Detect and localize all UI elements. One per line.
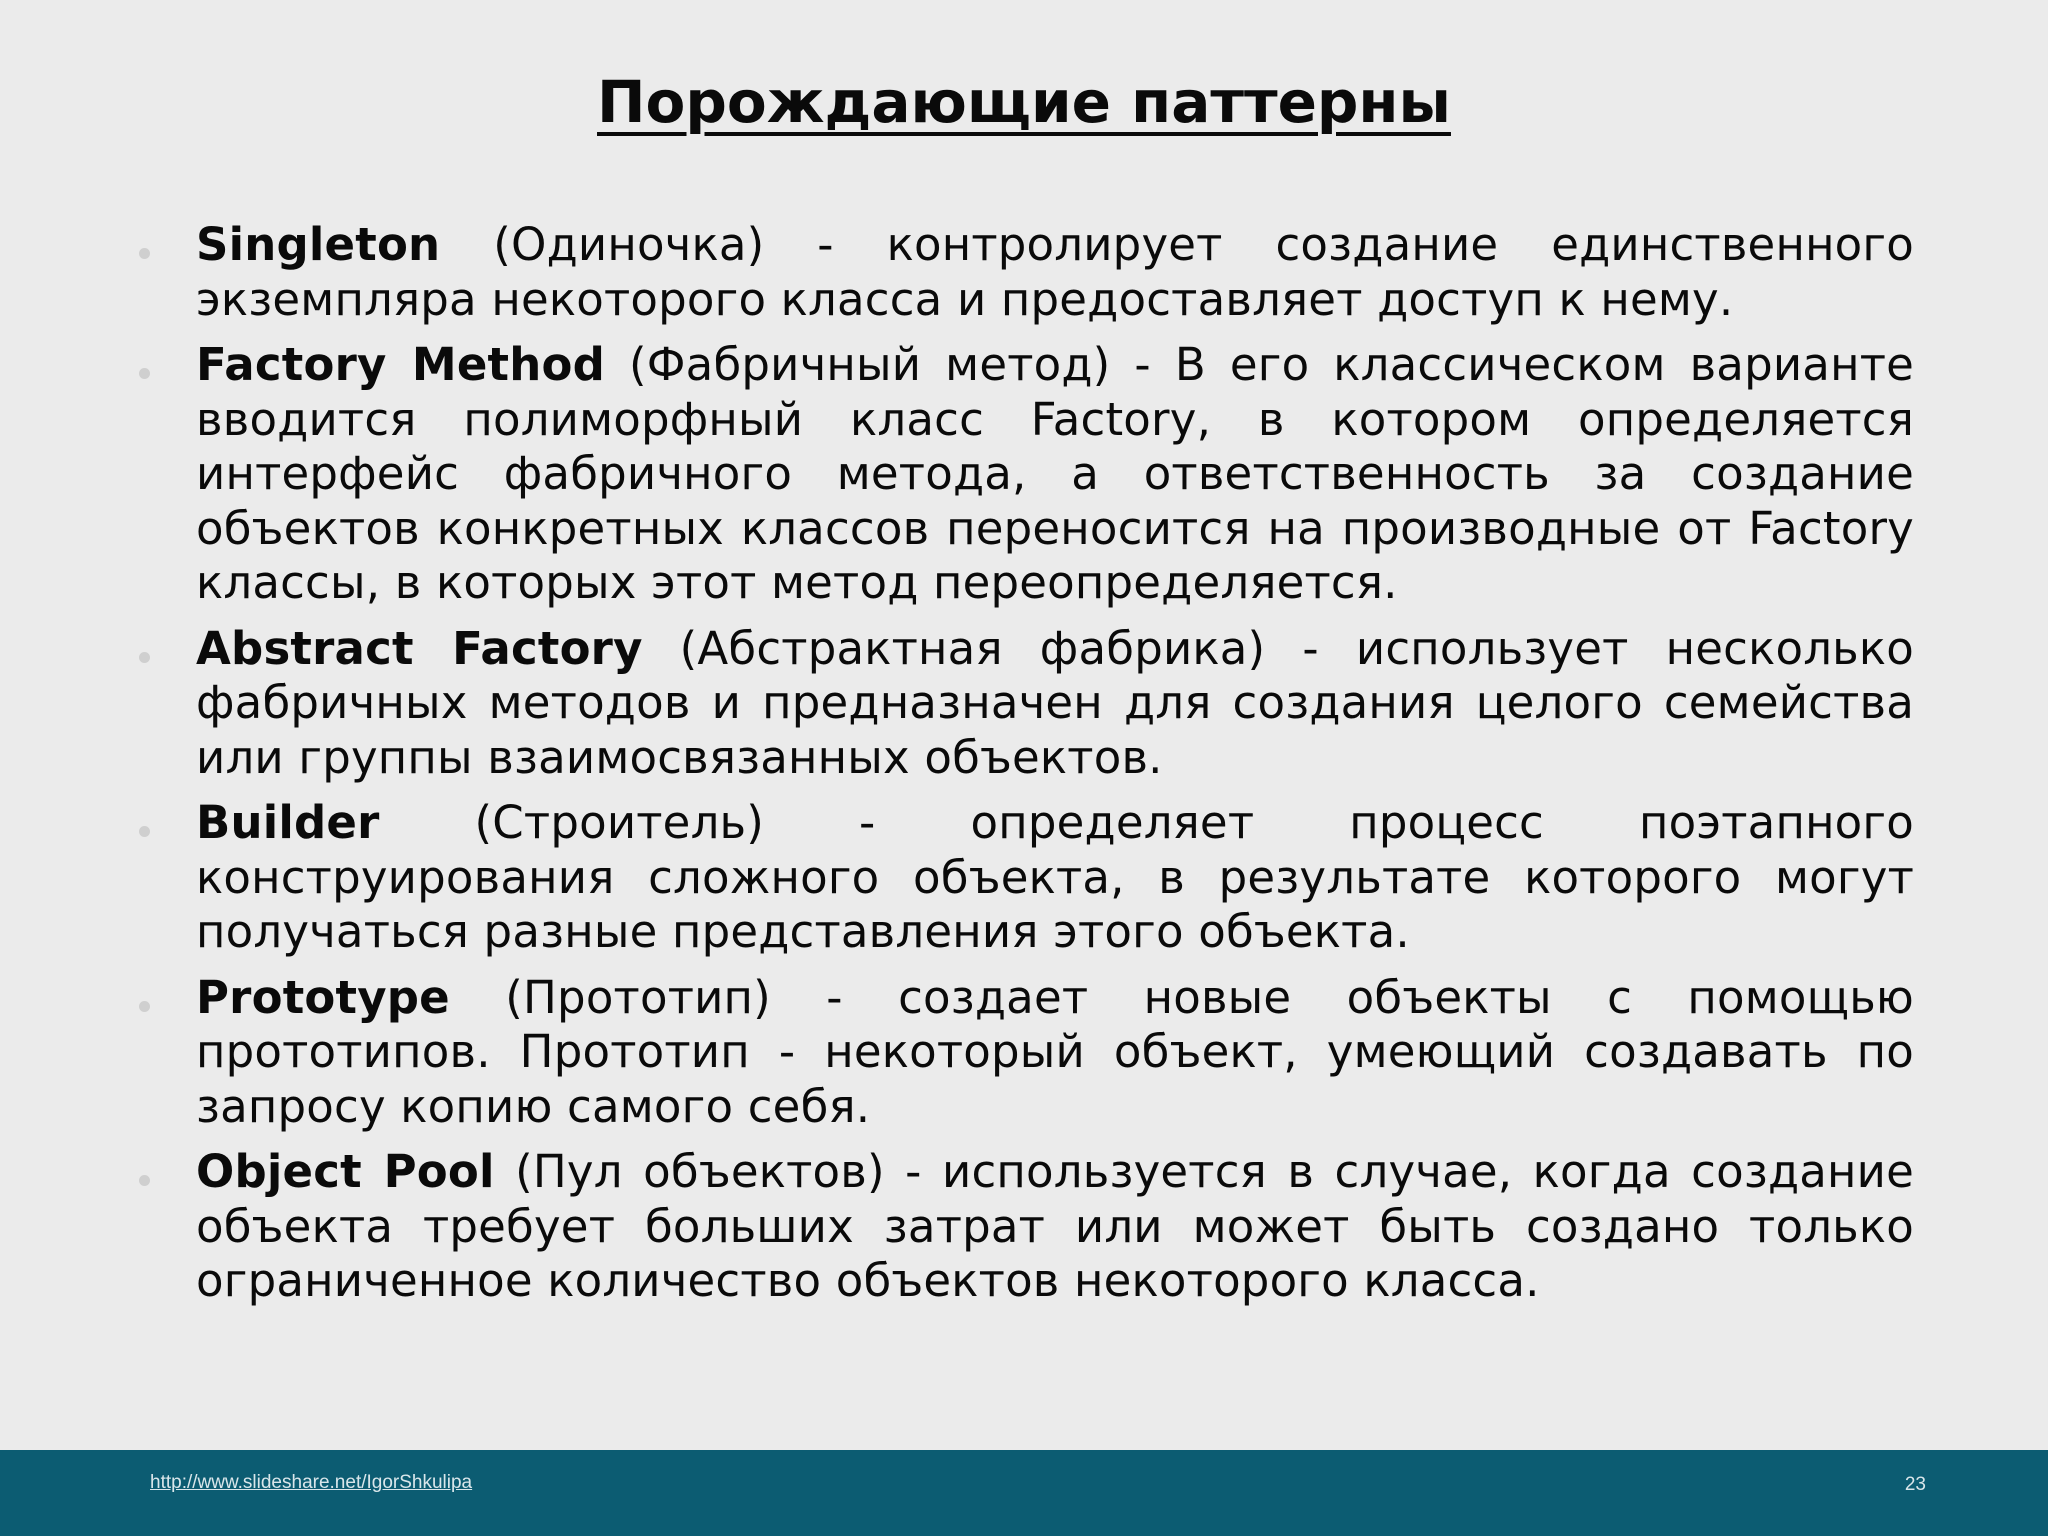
pattern-text: (Прототип) - создает новые объекты с помощью прототипов. Прототип - некоторый объект, умеющий создавать по запросу копию самого себя. xyxy=(196,970,1914,1133)
list-item-singleton xyxy=(132,218,1914,327)
bullet-icon xyxy=(139,1001,150,1012)
bullet-icon xyxy=(139,368,150,379)
pattern-text: (Одиночка) - контролирует создание единственного экземпляра некоторого класса и предоставляет доступ к нему. xyxy=(196,218,1914,326)
bullet-icon xyxy=(139,1175,150,1186)
page-number: 23 xyxy=(1904,1474,1926,1495)
pattern-name: Factory Method xyxy=(196,338,606,391)
pattern-text: (Абстрактная фабрика) - использует несколько фабричных методов и предназначен для создания целого семейства или группы взаимосвязанных объектов. xyxy=(196,621,1914,784)
pattern-description xyxy=(196,1145,1914,1309)
slideshare-link[interactable]: http://www.slideshare.net/IgorShkulipa xyxy=(150,1472,473,1493)
slide-title: Порождающие паттерны xyxy=(597,68,1451,136)
bullet-icon xyxy=(139,248,150,259)
bullet-icon xyxy=(139,652,150,663)
pattern-description xyxy=(196,622,1914,786)
pattern-description xyxy=(196,796,1914,960)
pattern-list xyxy=(132,218,1914,1320)
pattern-name: Builder xyxy=(196,796,380,849)
pattern-name: Object Pool xyxy=(196,1145,495,1198)
list-item-prototype xyxy=(132,971,1914,1135)
list-item-factory-method xyxy=(132,338,1914,611)
list-item-object-pool xyxy=(132,1145,1914,1309)
pattern-description xyxy=(196,971,1914,1135)
pattern-text: (Строитель) - определяет процесс поэтапного конструирования сложного объекта, в результате которого могут получаться разные представления этого объекта. xyxy=(196,796,1914,958)
pattern-name: Abstract Factory xyxy=(196,621,643,675)
list-item-builder xyxy=(132,796,1914,960)
pattern-text: (Фабричный метод) - В его классическом варианте вводится полиморфный класс Factory, в котором определяется интерфейс фабричного метода, а ответственность за создание объектов конкретных классов переносится на производные от Factory классы, в которых этот метод переопределяется. xyxy=(196,338,1914,609)
pattern-name: Prototype xyxy=(196,970,450,1024)
bullet-icon xyxy=(139,826,150,837)
pattern-text: (Пул объектов) - используется в случае, когда создание объекта требует больших затрат или может быть создано только ограниченное количество объектов некоторого класса. xyxy=(196,1145,1915,1307)
pattern-name: Singleton xyxy=(196,218,441,271)
list-item-abstract-factory xyxy=(132,622,1914,786)
pattern-description xyxy=(196,218,1914,327)
footer-bar xyxy=(0,1450,2048,1536)
pattern-description xyxy=(196,338,1914,611)
